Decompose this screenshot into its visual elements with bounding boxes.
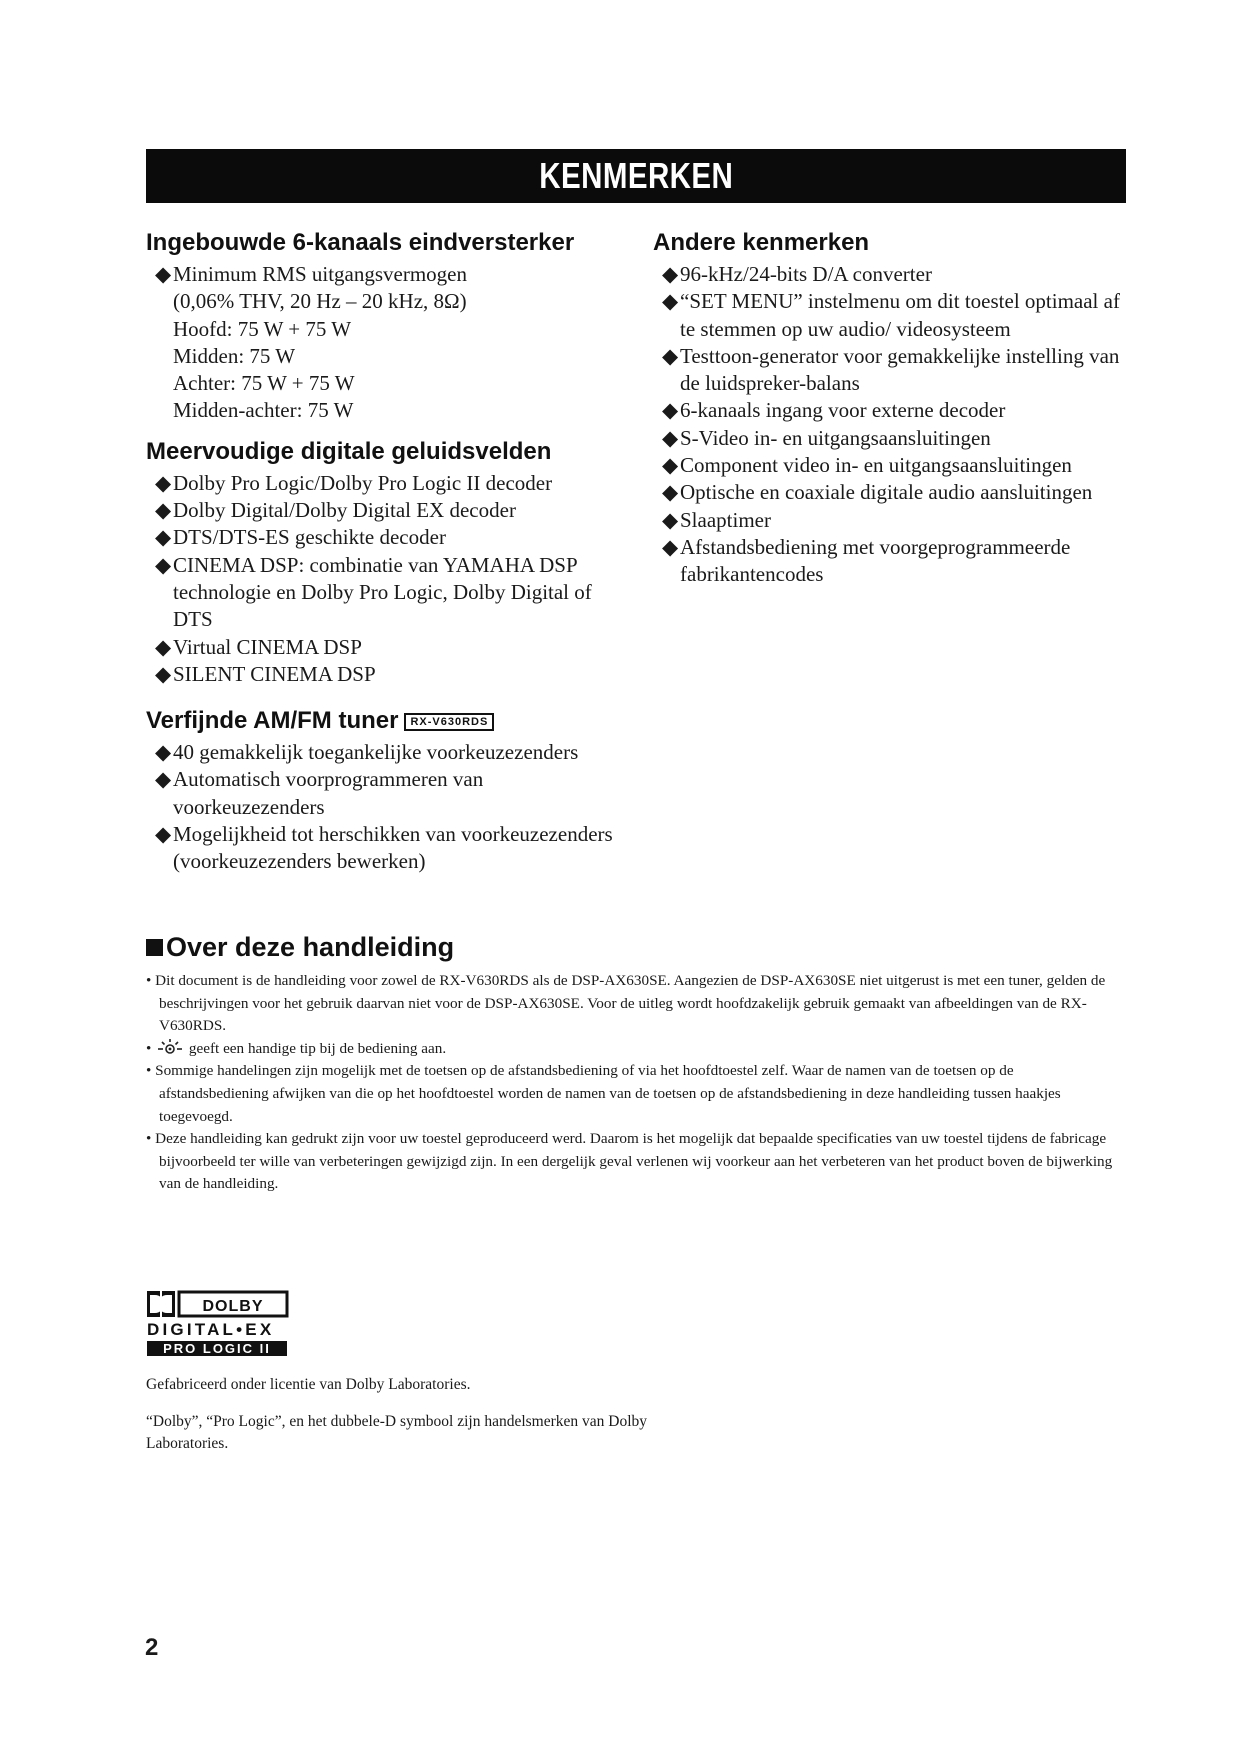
diamond-bullet-icon: ◆ bbox=[662, 398, 679, 423]
diamond-bullet-icon: ◆ bbox=[155, 767, 172, 792]
diamond-bullet-icon: ◆ bbox=[155, 822, 172, 847]
amplifier-heading: Ingebouwde 6-kanaals eindversterker bbox=[146, 229, 575, 256]
list-item: ◆CINEMA DSP: combinatie van YAMAHA DSP technologie en Dolby Pro Logic, Dolby Digital of DTS bbox=[155, 552, 592, 632]
spec-line: (0,06% THV, 20 Hz – 20 kHz, 8Ω) bbox=[173, 289, 467, 314]
list-item: ◆Component video in- en uitgangsaansluitingen bbox=[653, 452, 1133, 479]
diamond-bullet-icon: ◆ bbox=[155, 498, 172, 523]
square-bullet-icon bbox=[146, 939, 163, 956]
diamond-bullet-icon: ◆ bbox=[662, 425, 679, 450]
spec-line: Achter: 75 W + 75 W bbox=[173, 371, 355, 396]
sound-fields-section bbox=[146, 437, 636, 688]
other-features-section bbox=[653, 228, 1133, 589]
list-item: ◆DTS/DTS-ES geschikte decoder bbox=[146, 524, 636, 551]
note-item: • Sommige handelingen zijn mogelijk met de toetsen op de afstandsbediening of via het hoofdtoestel zelf. Waar de namen van de toetsen op de afstandsbediening afwijken van die op het hoofdtoestel worden de namen van de toetsen op de afstandsbediening in deze handleiding tussen haakjes toegevoegd. bbox=[146, 1062, 1061, 1125]
svg-text:DIGITAL•EX: DIGITAL•EX bbox=[147, 1320, 275, 1339]
trademark-line: “Dolby”, “Pro Logic”, en het dubbele-D symbool zijn handelsmerken van Dolby Laboratories. bbox=[146, 1412, 648, 1453]
list-item: ◆Testtoon-generator voor gemakkelijke instelling van de luidspreker-balans bbox=[662, 343, 1120, 396]
spec-line: Hoofd: 75 W + 75 W bbox=[173, 316, 352, 341]
tuner-heading: Verfijnde AM/FM tuner RX-V630RDS bbox=[146, 706, 636, 736]
list-item: ◆Dolby Pro Logic/Dolby Pro Logic II decoder bbox=[146, 470, 636, 497]
list-item: ◆Minimum RMS uitgangsvermogen bbox=[146, 261, 636, 288]
diamond-bullet-icon: ◆ bbox=[662, 453, 679, 478]
spec-line: Midden: 75 W bbox=[173, 343, 296, 368]
other-features-heading: Andere kenmerken bbox=[653, 229, 870, 256]
note-item: • geeft een handige tip bij de bediening aan. bbox=[146, 1039, 447, 1057]
model-tag: RX-V630RDS bbox=[404, 713, 494, 731]
section-banner bbox=[146, 149, 1126, 203]
list-item: ◆Automatisch voorprogrammeren van voorkeuzezenders bbox=[155, 767, 484, 819]
amplifier-section bbox=[146, 228, 636, 425]
diamond-bullet-icon: ◆ bbox=[155, 634, 172, 659]
diamond-bullet-icon: ◆ bbox=[155, 552, 172, 577]
diamond-bullet-icon: ◆ bbox=[662, 262, 679, 286]
diamond-bullet-icon: ◆ bbox=[155, 740, 172, 765]
sound-fields-heading: Meervoudige digitale geluidsvelden bbox=[146, 437, 552, 465]
list-item: ◆S-Video in- en uitgangsaansluitingen bbox=[653, 425, 1133, 452]
diamond-bullet-icon: ◆ bbox=[662, 343, 679, 368]
diamond-bullet-icon: ◆ bbox=[155, 262, 172, 286]
about-heading: Over deze handleiding bbox=[146, 932, 1126, 962]
list-item: ◆Optische en coaxiale digitale audio aansluitingen bbox=[653, 479, 1133, 506]
banner-title: KENMERKEN bbox=[539, 155, 733, 196]
license-text bbox=[146, 1374, 706, 1470]
tuner-section bbox=[146, 706, 636, 875]
diamond-bullet-icon: ◆ bbox=[155, 525, 172, 550]
list-item: ◆Afstandsbediening met voorgeprogrammeerde fabrikantencodes bbox=[662, 534, 1071, 587]
list-item: ◆96-kHz/24-bits D/A converter bbox=[653, 261, 1133, 288]
list-item: ◆Slaaptimer bbox=[653, 507, 1133, 534]
svg-text:DOLBY: DOLBY bbox=[202, 1298, 264, 1315]
list-item: ◆Mogelijkheid tot herschikken van voorkeuzezenders (voorkeuzezenders bewerken) bbox=[155, 822, 613, 874]
dolby-logo bbox=[146, 1290, 289, 1356]
page-number: 2 bbox=[145, 1634, 159, 1661]
svg-text:PRO LOGIC II: PRO LOGIC II bbox=[163, 1341, 271, 1356]
diamond-bullet-icon: ◆ bbox=[662, 480, 679, 505]
list-item: ◆SILENT CINEMA DSP bbox=[146, 661, 636, 688]
diamond-bullet-icon: ◆ bbox=[155, 661, 172, 686]
diamond-bullet-icon: ◆ bbox=[662, 507, 679, 532]
list-item: ◆40 gemakkelijk toegankelijke voorkeuzezenders bbox=[146, 739, 636, 766]
list-item: ◆“SET MENU” instelmenu om dit toestel optimaal af te stemmen op uw audio/ videosysteem bbox=[662, 289, 1120, 341]
diamond-bullet-icon: ◆ bbox=[662, 534, 679, 559]
tip-icon bbox=[155, 1038, 185, 1056]
diamond-bullet-icon: ◆ bbox=[155, 470, 172, 495]
right-column bbox=[653, 228, 1133, 601]
spec-line: Midden-achter: 75 W bbox=[173, 398, 354, 423]
note-item: • Dit document is de handleiding voor zowel de RX-V630RDS als de DSP-AX630SE. Aangezien de DSP-AX630SE niet uitgerust is met een tuner, gelden de beschrijvingen voor het gebruik daarvan niet voor de DSP-AX630SE. Voor de uitleg wordt hoofdzakelijk gebruik gemaakt van afbeeldingen van de RX-V630RDS. bbox=[146, 972, 1106, 1035]
license-line: Gefabriceerd onder licentie van Dolby Laboratories. bbox=[146, 1376, 471, 1393]
list-item: ◆Virtual CINEMA DSP bbox=[146, 634, 636, 661]
note-item: • Deze handleiding kan gedrukt zijn voor uw toestel geproduceerd werd. Daarom is het mogelijk dat bepaalde specificaties van uw toestel tijdens de fabricage bijvoorbeeld ter wille van verbeteringen gewijzigd zijn. In een dergelijk geval verlenen wij voorkeur aan het verbeteren van het product boven de bijwerking van de handleiding. bbox=[146, 1130, 1113, 1193]
diamond-bullet-icon: ◆ bbox=[662, 289, 679, 314]
list-item: ◆Dolby Digital/Dolby Digital EX decoder bbox=[146, 497, 636, 524]
left-column bbox=[146, 228, 636, 888]
about-manual-section bbox=[146, 932, 1126, 1196]
list-item: ◆6-kanaals ingang voor externe decoder bbox=[653, 397, 1133, 424]
